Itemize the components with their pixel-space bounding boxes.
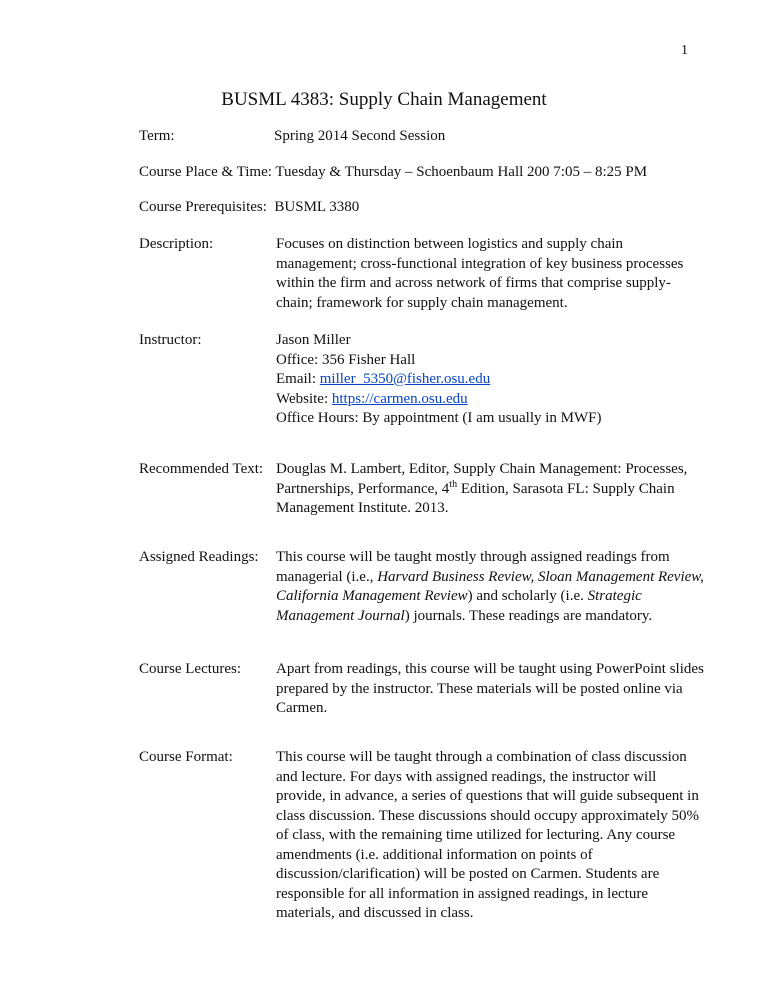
term-row [139,127,708,147]
assigned-readings-text-2: ) and scholarly (i.e. [467,588,588,604]
email-label: Email: [276,371,320,387]
term-value: Spring 2014 Second Session [274,128,446,144]
recommended-text-row [139,460,708,519]
course-lectures-row [139,660,708,719]
assigned-readings-row [139,548,708,626]
course-format-row [139,748,708,924]
edition-superscript: th [449,478,458,490]
website-label: Website: [276,390,332,407]
assigned-readings-label: Assigned Readings: [139,549,259,565]
instructor-details [276,331,706,429]
description-label: Description: [139,236,214,252]
instructor-office-hours: Office Hours: By appointment (I am usually in MWF) [276,410,602,426]
course-lectures-value: Apart from readings, this course will be taught using PowerPoint slides prepared by the instructor. These materials will be posted online via Carmen. [276,661,704,716]
description-row [139,235,708,313]
instructor-row [139,331,708,429]
instructor-label: Instructor: [139,332,202,348]
prerequisites-text: Course Prerequisites: BUSML 3380 [139,199,360,215]
assigned-readings-text-3: ) journals. These readings are mandatory. [404,607,653,624]
scholarly-journal: Strategic Management Journal [276,588,642,624]
place-time-text: Course Place & Time: Tuesday & Thursday – Schoenbaum Hall 200 7:05 – 8:25 PM [139,164,648,180]
course-format-label: Course Format: [139,749,233,765]
description-value: Focuses on distinction between logistics and supply chain management; cross-functional integration of key business processes within the firm and across network of firms that comprise supply-chain; framework for supply chain management. [276,236,684,311]
assigned-readings-value [276,548,706,626]
recommended-text-label: Recommended Text: [139,461,264,477]
managerial-journals: Harvard Business Review, Sloan Management Review, California Management Review [276,568,704,604]
instructor-email-line [276,370,706,390]
course-lectures-label: Course Lectures: [139,661,242,677]
instructor-office: Office: 356 Fisher Hall [276,351,416,368]
assigned-readings-text-1: This course will be taught mostly through assigned readings from managerial (i.e., [276,549,670,585]
prerequisites-row [139,198,708,218]
place-time-row [139,163,708,183]
page-number: 1 [681,43,688,58]
recommended-text-part2: Edition, Sarasota FL: Supply Chain Management Institute. 2013. [276,480,675,516]
recommended-text-part1: Douglas M. Lambert, Editor, Supply Chain Management: Processes, Partnerships, Performance, 4 [276,461,688,497]
website-link[interactable]: https://carmen.osu.edu [331,390,468,407]
instructor-website-line [276,390,706,410]
term-label: Term: [139,128,175,144]
instructor-name: Jason Miller [276,332,351,348]
page-title: BUSML 4383: Supply Chain Management [221,89,547,110]
course-format-value: This course will be taught through a combination of class discussion and lecture. For days with assigned readings, the instructor will provide, in advance, a series of questions that will guide subsequent in class discussion. These discussions should occupy approximately 50% of class, with the remaining time utilized for lecturing. Any course amendments (i.e. additional information on points of discussion/clarification) will be posted on Carmen. Students are responsible for all information in assigned readings, in lecture materials, and discussed in class. [276,749,700,921]
email-link[interactable]: miller_5350@fisher.osu.edu [319,371,491,387]
recommended-text-value [276,460,706,519]
